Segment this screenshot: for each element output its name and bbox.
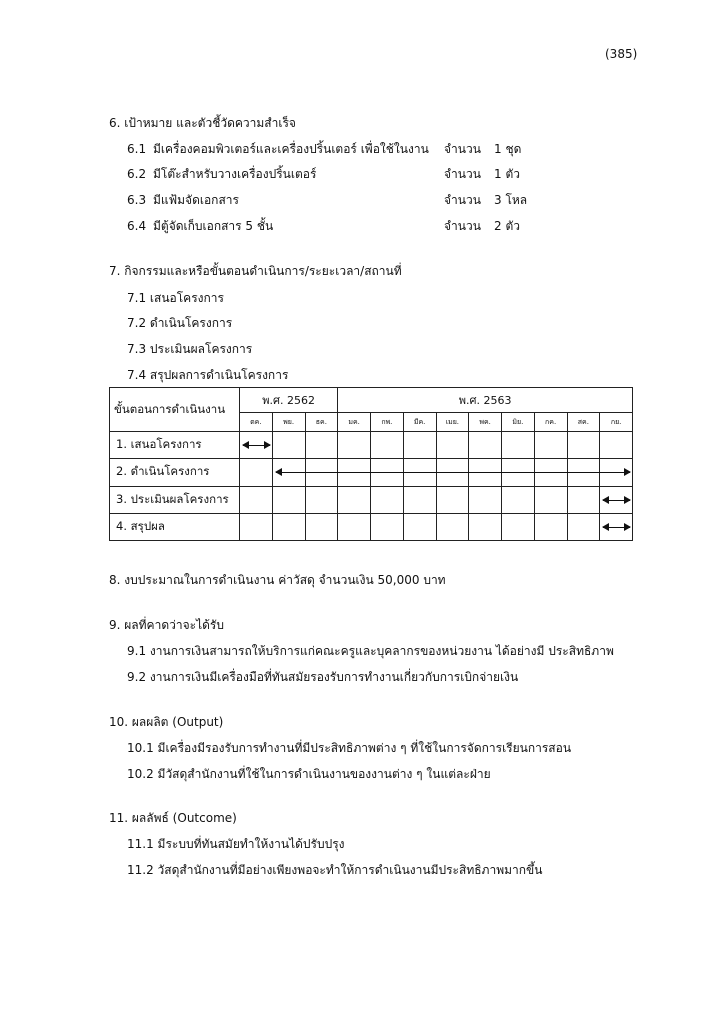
month-cell [600, 486, 633, 513]
month-header: มิย. [502, 413, 535, 432]
output-item: 10.2 มีวัสดุสำนักงานที่ใช้ในการดำเนินงานของงานต่าง ๆ ในแต่ละฝ่าย [127, 767, 491, 781]
month-header: ธค. [305, 413, 338, 432]
schedule-corner-header: ขั้นตอนการดำเนินงาน [110, 388, 240, 432]
expected-result-item: 9.1 งานการเงินสามารถให้บริการแก่คณะครูและบุคลากรของหน่วยงาน ได้อย่างมี ประสิทธิภาพ [127, 644, 614, 658]
duration-arrow [603, 500, 630, 501]
section-6-heading: 6. เป้าหมาย และตัวชี้วัดความสำเร็จ [109, 116, 296, 130]
activity-item: 7.4 สรุปผลการดำเนินโครงการ [127, 368, 289, 382]
goal-item-number: 6.2 [127, 167, 147, 181]
goal-item-qty: 2 ตัว [494, 219, 520, 233]
month-cell [600, 513, 633, 540]
month-cell [240, 486, 273, 513]
goal-item-text: มีตู้จัดเก็บเอกสาร 5 ชั้น [153, 219, 274, 233]
month-cell [567, 432, 600, 459]
month-cell [534, 432, 567, 459]
output-item: 10.1 มีเครื่องมีรองรับการทำงานที่มีประสิทธิภาพต่าง ๆ ที่ใช้ในการจัดการเรียนการสอน [127, 741, 572, 755]
month-cell [371, 459, 404, 486]
goal-item-qty-label: จำนวน [444, 142, 481, 156]
month-cell [403, 459, 436, 486]
step-label: 2. ดำเนินโครงการ [110, 459, 240, 486]
budget-line: 8. งบประมาณในการดำเนินงาน ค่าวัสดุ จำนวนเงิน 50,000 บาท [109, 573, 446, 587]
month-cell [272, 432, 305, 459]
goal-item-number: 6.3 [127, 193, 147, 207]
month-cell [403, 513, 436, 540]
month-header: กค. [534, 413, 567, 432]
month-cell [338, 513, 371, 540]
goal-item-text: มีเครื่องคอมพิวเตอร์และเครื่องปริ้นเตอร์ เพื่อใช้ในงาน [153, 142, 429, 156]
goal-item-qty: 1 ตัว [494, 167, 520, 181]
duration-arrow [603, 527, 630, 528]
month-cell [305, 486, 338, 513]
month-header: กพ. [371, 413, 404, 432]
month-cell [502, 513, 535, 540]
month-header: พย. [272, 413, 305, 432]
year-header: พ.ศ. 2562 [240, 388, 338, 413]
month-header: กย. [600, 413, 633, 432]
month-cell [469, 513, 502, 540]
month-cell [272, 486, 305, 513]
month-header: มีค. [403, 413, 436, 432]
month-cell [502, 459, 535, 486]
section-7-heading: 7. กิจกรรมและหรือขั้นตอนดำเนินการ/ระยะเวลา/สถานที่ [109, 264, 402, 278]
step-label: 1. เสนอโครงการ [110, 432, 240, 459]
goal-item-qty-label: จำนวน [444, 219, 481, 233]
month-cell [600, 459, 633, 486]
outcome-item: 11.1 มีระบบที่ทันสมัยทำให้งานได้ปรับปรุง [127, 837, 345, 851]
goal-item-text: มีโต๊ะสำหรับวางเครื่องปริ้นเตอร์ [153, 167, 317, 181]
month-cell [240, 459, 273, 486]
month-cell [338, 486, 371, 513]
activity-item: 7.3 ประเมินผลโครงการ [127, 342, 253, 356]
goal-item-qty-label: จำนวน [444, 193, 481, 207]
month-cell [600, 432, 633, 459]
month-cell [272, 513, 305, 540]
activity-item: 7.1 เสนอโครงการ [127, 291, 224, 305]
month-cell [338, 459, 371, 486]
month-cell [567, 513, 600, 540]
month-cell [371, 486, 404, 513]
expected-result-item: 9.2 งานการเงินมีเครื่องมือที่ทันสมัยรองรับการทำงานเกี่ยวกับการเบิกจ่ายเงิน [127, 670, 519, 684]
month-header: มค. [338, 413, 371, 432]
month-header: ตค. [240, 413, 273, 432]
month-cell [371, 432, 404, 459]
goal-item-number: 6.1 [127, 142, 147, 156]
schedule-row [110, 459, 633, 486]
month-cell [305, 459, 338, 486]
month-cell [240, 432, 273, 459]
step-label: 4. สรุปผล [110, 513, 240, 540]
section-10-heading: 10. ผลผลิต (Output) [109, 715, 224, 729]
month-cell [534, 486, 567, 513]
month-cell [371, 513, 404, 540]
month-cell [502, 432, 535, 459]
schedule-row [110, 432, 633, 459]
goal-item-qty: 3 โหล [494, 193, 528, 207]
month-cell [567, 459, 600, 486]
month-cell [272, 459, 305, 486]
year-header: พ.ศ. 2563 [338, 388, 633, 413]
section-9-heading: 9. ผลที่คาดว่าจะได้รับ [109, 618, 224, 632]
goal-item-number: 6.4 [127, 219, 147, 233]
goal-item-qty: 1 ชุด [494, 142, 522, 156]
section-11-heading: 11. ผลลัพธ์ (Outcome) [109, 811, 237, 825]
month-cell [469, 432, 502, 459]
schedule-table [109, 387, 633, 541]
schedule-row [110, 513, 633, 540]
month-cell [436, 432, 469, 459]
month-cell [436, 513, 469, 540]
month-cell [436, 459, 469, 486]
month-cell [338, 432, 371, 459]
month-cell [305, 513, 338, 540]
month-cell [436, 486, 469, 513]
page-number: (385) [605, 47, 638, 61]
month-header: สค. [567, 413, 600, 432]
month-header: พค. [469, 413, 502, 432]
month-cell [502, 486, 535, 513]
month-cell [534, 459, 567, 486]
month-cell [567, 486, 600, 513]
activity-item: 7.2 ดำเนินโครงการ [127, 316, 233, 330]
month-cell [240, 513, 273, 540]
schedule-row [110, 486, 633, 513]
month-header: เมย. [436, 413, 469, 432]
month-cell [403, 432, 436, 459]
step-label: 3. ประเมินผลโครงการ [110, 486, 240, 513]
month-cell [305, 432, 338, 459]
goal-item-qty-label: จำนวน [444, 167, 481, 181]
outcome-item: 11.2 วัสดุสำนักงานที่มีอย่างเพียงพอจะทำให้การดำเนินงานมีประสิทธิภาพมากขึ้น [127, 863, 543, 877]
duration-arrow [243, 445, 270, 446]
month-cell [534, 513, 567, 540]
month-cell [403, 486, 436, 513]
goal-item-text: มีแฟ้มจัดเอกสาร [153, 193, 239, 207]
month-cell [469, 486, 502, 513]
month-cell [469, 459, 502, 486]
